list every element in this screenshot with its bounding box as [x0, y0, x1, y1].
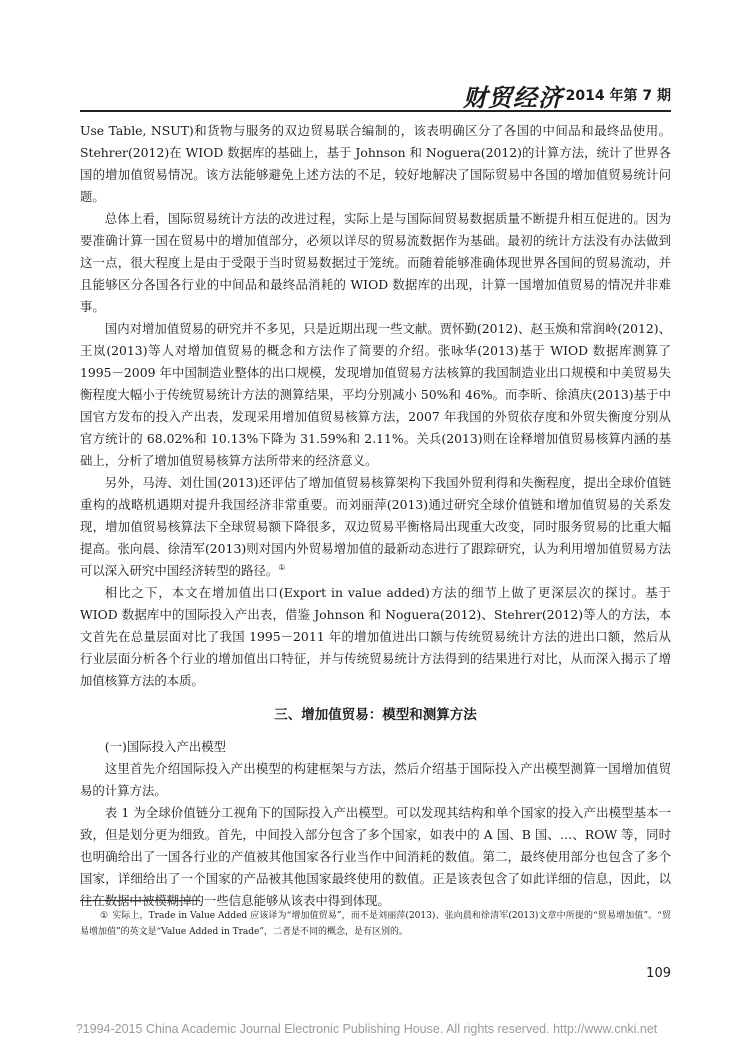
paragraph: 表 1 为全球价值链分工视角下的国际投入产出模型。可以发现其结构和单个国家的投入产出模型基本一致，但是划分更为细致。首先，中间投入部分包含了多个国家，如表中的 A 国、B 国、…、ROW 等，同时也明确给出了一国各行业的产值被其他国家各行业当作中间消耗的数值。第二，最终使用部分也包含了多个国家，详细给出了一个国家的产品被其他国家最终使用的数值。正是该表包含了如此详细的信息，因此，以往在数据中被模糊掉的一些信息能够从该表中得到体现。: [80, 805, 671, 908]
copyright-line: ?1994-2015 China Academic Journal Electronic Publishing House. All rights reserved. http://www.cnki.net: [75, 1022, 658, 1036]
footnote-mark: ①: [100, 911, 109, 921]
paragraph: 国内对增加值贸易的研究并不多见，只是近期出现一些文献。贾怀勤(2012)、赵玉焕和常润岭(2012)、王岚(2013)等人对增加值贸易的概念和方法作了简要的介绍。张咏华(2013)基于 WIOD 数据库测算了 1995－2009 年中国制造业整体的出口规模，发现增加值贸易方法核算的我国制造业出口规模和中美贸易失衡程度大幅小于传统贸易统计方法的测算结果，平均分别减小 50%和 46%。而李昕、徐滇庆(2013)基于中国官方发布的投入产出表，发现采用增加值贸易核算方法，2007 年我国的外贸依存度和外贸失衡度分别从官方统计的 68.02%和 10.13%下降为 31.59%和 2.11%。关兵(2013)则在诠释增加值贸易核算内涵的基础上，分析了增加值贸易核算方法所带来的经济意义。: [80, 321, 671, 468]
issue-label: 2014 年第 7 期: [565, 88, 671, 104]
page-number: 109: [646, 966, 671, 981]
paragraph: Use Table, NSUT)和货物与服务的双边贸易联合编制的，该表明确区分了各国的中间品和最终品使用。Stehrer(2012)在 WIOD 数据库的基础上，基于 Johnson 和 Noguera(2012)的计算方法，统计了世界各国的增加值贸易情况。该方法能够避免上述方法的不足，较好地解决了国际贸易中各国的增加值贸易统计问题。: [80, 123, 671, 204]
footnote-reference[interactable]: ①: [278, 562, 286, 572]
footnote-rule: [80, 900, 200, 901]
journal-name: 财贸经济: [463, 83, 563, 112]
footnote: [80, 908, 671, 940]
footnote-text: 实际上，Trade in Value Added 应该译为“增加值贸易”，而不是刘丽萍(2013)、张向晨和徐清军(2013)文章中所提的“贸易增加值”。“贸易增加值”的英文是“Value Added in Trade”，二者是不同的概念，是有区别的。: [80, 911, 671, 937]
header-rule: [80, 110, 671, 112]
paragraph: [80, 472, 671, 582]
article-body: [80, 120, 671, 912]
paragraph: 这里首先介绍国际投入产出模型的构建框架与方法，然后介绍基于国际投入产出模型测算一国增加值贸易的计算方法。: [80, 761, 671, 798]
paragraph: 相比之下，本文在增加值出口(Export in value added)方法的细节上做了更深层次的探讨。基于 WIOD 数据库中的国际投入产出表，借鉴 Johnson 和 Noguera(2012)、Stehrer(2012)等人的方法，本文首先在总量层面对比了我国 1995－2011 年的增加值进出口额与传统贸易统计方法的进出口额，然后从行业层面分析各个行业的增加值出口特征，并与传统贸易统计方法得到的结果进行对比，从而深入揭示了增加值核算方法的本质。: [80, 585, 671, 688]
paragraph-text: 另外，马涛、刘仕国(2013)还评估了增加值贸易核算架构下我国外贸利得和失衡程度，提出全球价值链重构的战略机遇期对提升我国经济非常重要。而刘丽萍(2013)通过研究全球价值链和增加值贸易的关系发现，增加值贸易核算法下全球贸易额下降很多，双边贸易平衡格局出现重大改变，同时服务贸易的比重大幅提高。张向晨、徐清军(2013)则对国内外贸易增加值的最新动态进行了跟踪研究，认为利用增加值贸易方法可以深入研究中国经济转型的路径。: [80, 475, 671, 578]
section-heading: 三、增加值贸易：模型和测算方法: [274, 707, 477, 723]
page-header: [80, 78, 671, 112]
paragraph: 总体上看，国际贸易统计方法的改进过程，实际上是与国际间贸易数据质量不断提升相互促进的。因为要准确计算一国在贸易中的增加值部分，必须以详尽的贸易流数据作为基础。最初的统计方法没有办法做到这一点，很大程度上是由于受限于当时贸易数据过于笼统。而随着能够准确体现世界各国间的贸易流动，并且能够区分各国各行业的中间品和最终品消耗的 WIOD 数据库的出现，计算一国增加值贸易的情况并非难事。: [80, 211, 671, 314]
subheading: (一)国际投入产出模型: [104, 739, 226, 754]
